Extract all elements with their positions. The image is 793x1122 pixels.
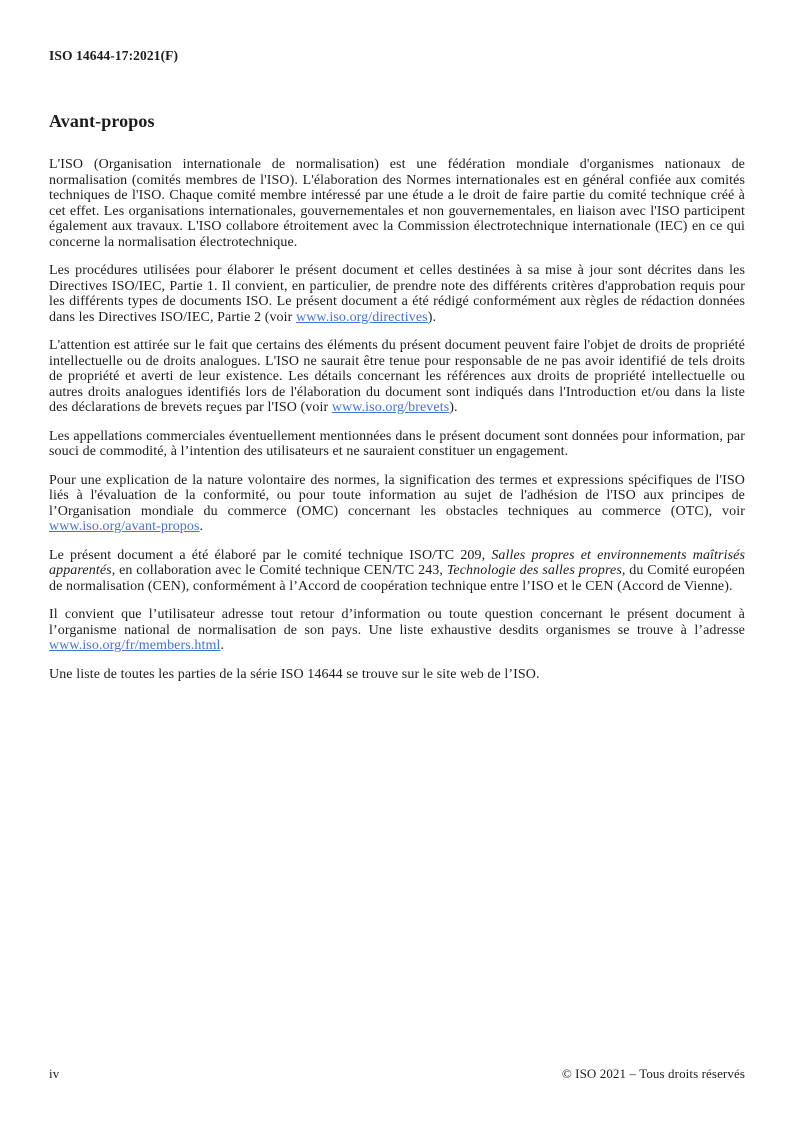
italic-text: Salles propres et environnements maîtrisés apparentés — [49, 547, 745, 578]
paragraph — [49, 338, 745, 416]
text-run: Le présent document a été élaboré par le comité technique ISO/TC 209, — [49, 547, 492, 563]
text-run: L'attention est attirée sur le fait que certains des éléments du présent document peuvent faire l'objet de droits de propriété intellectuelle ou de droits analogues. L'ISO ne saurait être tenue pour responsable de ne pas avoir identifié de tels droits de propriété et averti de leur existence. Les détails concernant les références aux droits de propriété intellectuelle ou autres droits analogues identifiés lors de l'élaboration du document sont indiqués dans l'Introduction et/ou dans la liste des déclarations de brevets reçues par l'ISO (voir — [49, 338, 745, 415]
text-run: ). — [427, 309, 437, 325]
text-run: . — [199, 519, 204, 534]
link-iso-members[interactable]: www.iso.org/fr/members.html — [49, 638, 221, 653]
paragraph — [49, 157, 745, 250]
italic-text: Technologie des salles propres — [446, 563, 622, 578]
text-run: Les procédures utilisées pour élaborer le présent document et celles destinées à sa mise à jour sont décrites dans les Directives ISO/IEC, Partie 1. Il convient, en particulier, de prendre note des différents critères d'approbation requis pour les différents types de documents ISO. Le présent document a été rédigé conformément aux règles de rédaction données dans les Directives ISO/IEC, Partie 2 (voir — [49, 263, 745, 325]
running-header: ISO 14644-17:2021(F) — [49, 48, 179, 63]
paragraph — [49, 473, 745, 535]
page-footer — [49, 1066, 745, 1081]
text-run: ). — [449, 400, 458, 415]
paragraph — [49, 667, 745, 683]
text-run: , du Comité européen de normalisation (CEN), conformément à l’Accord de coopération technique entre l’ISO et le CEN (Accord de Vienne). — [49, 563, 745, 594]
text-run: Il convient que l’utilisateur adresse tout retour d’information ou toute question concernant le présent document à l’organisme national de normalisation de son pays. Une liste exhaustive desdits organismes se trouve à l’adresse — [49, 607, 745, 638]
paragraph — [49, 263, 745, 325]
text-run: Une liste de toutes les parties de la série ISO 14644 se trouve sur le site web de l’ISO. — [49, 666, 540, 682]
foreword-body — [49, 157, 745, 682]
paragraph — [49, 607, 745, 654]
text-run: L'ISO (Organisation internationale de normalisation) est une fédération mondiale d'organismes nationaux de normalisation (comités membres de l'ISO). L'élaboration des Normes internationales est en général confiée aux comités techniques de l'ISO. Chaque comité membre intéressé par une étude a le droit de faire partie du comité technique créé à cet effet. Les organisations internationales, gouvernementales et non gouvernementales, en liaison avec l'ISO participent également aux travaux. L'ISO collabore étroitement avec la Commission électrotechnique internationale (IEC) en ce qui concerne la normalisation électrotechnique. — [49, 157, 745, 250]
link-iso-avant-propos[interactable]: www.iso.org/avant-propos — [49, 519, 200, 534]
link-iso-directives[interactable]: www.iso.org/directives — [296, 309, 428, 325]
text-run: , en collaboration avec le Comité technique CEN/TC 243, — [111, 563, 447, 578]
link-iso-brevets[interactable]: www.iso.org/brevets — [331, 400, 450, 415]
copyright-notice: © ISO 2021 – Tous droits réservés — [561, 1066, 745, 1081]
text-run: . — [220, 638, 225, 653]
paragraph — [49, 548, 745, 595]
paragraph — [49, 429, 745, 460]
page-content — [49, 48, 745, 695]
page-number: iv — [49, 1066, 60, 1081]
text-run: Pour une explication de la nature volontaire des normes, la signification des termes et expressions spécifiques de l'ISO liés à l'évaluation de la conformité, ou pour toute information au sujet de l'adhésion de l'ISO aux principes de l’Organisation mondiale du commerce (OMC) concernant les obstacles techniques au commerce (OTC), voir — [49, 472, 745, 519]
page-title: Avant-propos — [49, 111, 155, 131]
text-run: Les appellations commerciales éventuellement mentionnées dans le présent document sont données pour information, par souci de commodité, à l’intention des utilisateurs et ne sauraient constituer un engagement. — [49, 428, 745, 459]
